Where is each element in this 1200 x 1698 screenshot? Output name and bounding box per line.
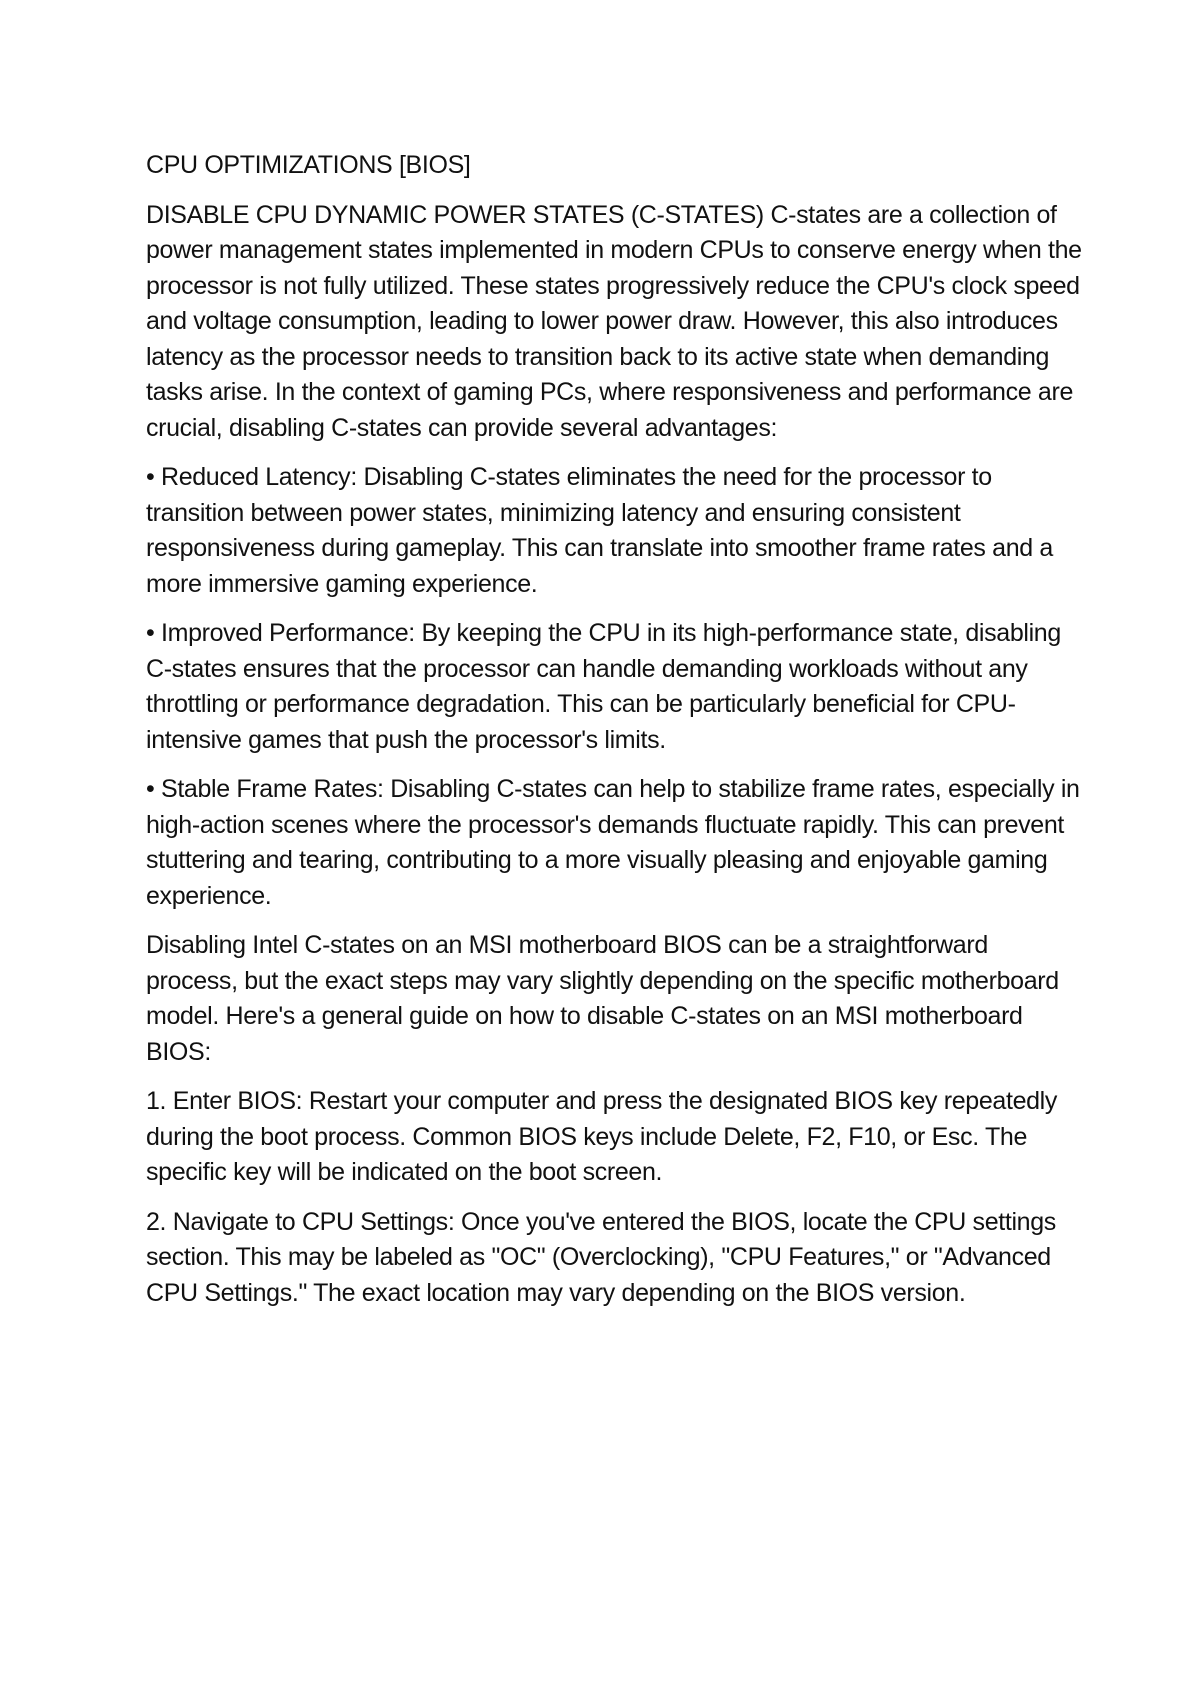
paragraph-cstates-intro: DISABLE CPU DYNAMIC POWER STATES (C-STATES) C-states are a collection of power management states implemented in modern CPUs to conserve energy when the processor is not fully utilized. These states progressively reduce the CPU's clock speed and voltage consumption, leading to lower power draw. However, this also introduces latency as the processor needs to transition back to its active state when demanding tasks arise. In the context of gaming PCs, where responsiveness and performance are crucial, disabling C-states can provide several advantages: xyxy=(146,200,1082,442)
step-enter-bios: 1. Enter BIOS: Restart your computer and press the designated BIOS key repeatedly during the boot process. Common BIOS keys include Delete, F2, F10, or Esc. The specific key will be indicated on the boot screen. xyxy=(146,1087,1058,1186)
step-navigate-cpu-settings: 2. Navigate to CPU Settings: Once you've entered the BIOS, locate the CPU settings section. This may be labeled as "OC" (Overclocking), "CPU Features," or "Advanced CPU Settings." The exact location may vary depending on the BIOS version. xyxy=(146,1207,1056,1307)
paragraph-msi-guide-intro: Disabling Intel C-states on an MSI motherboard BIOS can be a straightforward process, but the exact steps may vary slightly depending on the specific motherboard model. Here's a general guide on how to disable C-states on an MSI motherboard BIOS: xyxy=(146,931,1059,1066)
bullet-improved-performance: • Improved Performance: By keeping the CPU in its high-performance state, disabling C-states ensures that the processor can handle demanding workloads without any throttling or performance degradation. This can be particularly beneficial for CPU-intensive games that push the processor's limits. xyxy=(146,619,1061,754)
document-title: CPU OPTIMIZATIONS [BIOS] xyxy=(146,151,471,179)
bullet-stable-frame-rates: • Stable Frame Rates: Disabling C-states can help to stabilize frame rates, especially in high-action scenes where the processor's demands fluctuate rapidly. This can prevent stuttering and tearing, contributing to a more visually pleasing and enjoyable gaming experience. xyxy=(146,775,1080,910)
bullet-reduced-latency: • Reduced Latency: Disabling C-states eliminates the need for the processor to transition between power states, minimizing latency and ensuring consistent responsiveness during gameplay. This can translate into smoother frame rates and a more immersive gaming experience. xyxy=(146,463,1053,598)
document-page xyxy=(146,148,1086,1325)
